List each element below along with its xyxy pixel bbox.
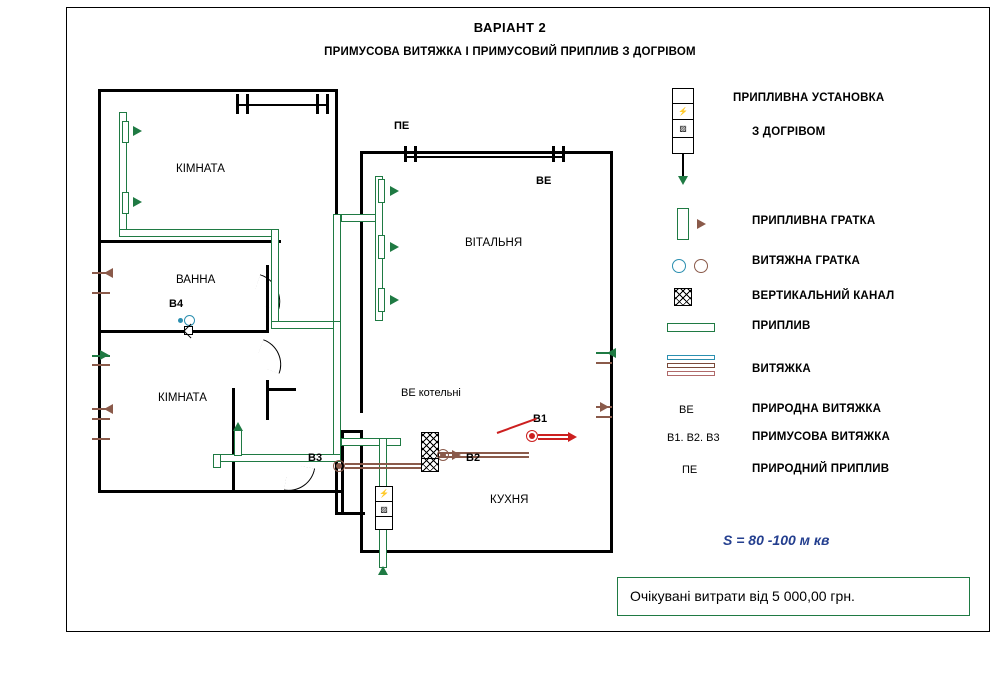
plan-ahu-row3 — [376, 516, 392, 531]
arrow-supply-vitalnya-c — [390, 295, 399, 305]
label-ve-kotelni: ВЕ котельні — [401, 387, 461, 399]
arrow-window-left-2 — [100, 350, 109, 360]
duct-room2-stub — [213, 454, 221, 468]
plan-ahu-row2: ▨ — [376, 501, 392, 516]
legend-code-label-1: ПРИМУСОВА ВИТЯЖКА — [752, 431, 890, 443]
arrow-window-left-1 — [104, 268, 113, 278]
legend-ahu-arrow — [678, 176, 688, 185]
legend-ahu-stem — [682, 154, 684, 176]
supply-grille-vitalnya-b — [378, 235, 385, 259]
wall-kitchen-left-stub — [341, 430, 363, 433]
room-label-kimnata-1: КІМНАТА — [176, 163, 225, 175]
label-b4: В4 — [169, 298, 184, 310]
legend-exhaust-grille-icon-1 — [672, 259, 686, 273]
arrow-b2 — [452, 450, 461, 460]
cost-text: Очікувані витрати від 5 000,00 грн. — [630, 588, 855, 604]
legend-item-label-2: ВЕРТИКАЛЬНИЙ КАНАЛ — [752, 290, 895, 302]
arrow-b1 — [568, 432, 577, 442]
arrow-supply-room2 — [233, 422, 243, 431]
wall-kitchen-left — [360, 430, 363, 553]
ve-mark-3 — [552, 146, 555, 162]
ve-mark-4 — [562, 146, 565, 162]
legend-exhaust-bar-brown — [667, 363, 715, 368]
plan-ahu-row1: ⚡ — [379, 489, 389, 498]
legend-code-1: В1. В2. В3 — [667, 432, 720, 444]
legend-supply-grille-icon — [677, 208, 689, 240]
b1-duct-h — [538, 434, 570, 436]
legend-ahu-row-3: ▨ — [673, 119, 693, 137]
label-b2: В2 — [466, 452, 481, 464]
legend-code-0: ВЕ — [679, 404, 694, 416]
label-pe-plan: ПЕ — [394, 120, 410, 132]
room-label-kuhnya: КУХНЯ — [490, 494, 529, 506]
page-subtitle: ПРИМУСОВА ВИТЯЖКА І ПРИМУСОВИЙ ПРИПЛИВ З ДОГРІВОМ — [324, 46, 696, 58]
b3-channel-box — [421, 458, 439, 472]
supply-grille-room1-b — [122, 192, 129, 214]
ve-mark-2 — [414, 146, 417, 162]
legend-ahu-row-1 — [673, 89, 693, 103]
legend-code-label-0: ПРИРОДНА ВИТЯЖКА — [752, 403, 882, 415]
duct-room2-riser — [234, 430, 242, 456]
duct-kitchen-trunk — [341, 438, 401, 446]
legend-ahu-label-1: ПРИПЛИВНА УСТАНОВКА — [733, 92, 885, 104]
arrow-window-right-2 — [600, 402, 609, 412]
arrow-window-right-1 — [607, 348, 616, 358]
duct-room1-horizontal — [119, 229, 279, 237]
wall-mid-vertical-left — [335, 89, 338, 224]
legend-item-label-3: ПРИПЛИВ — [752, 320, 811, 332]
legend-vertical-channel-icon — [674, 288, 692, 306]
label-b3: В3 — [308, 452, 323, 464]
room-label-kimnata-2: КІМНАТА — [158, 392, 207, 404]
arrow-supply-room1-b — [133, 197, 142, 207]
label-ve-plan: ВЕ — [536, 175, 552, 187]
wall-vitalnya-left — [360, 151, 363, 413]
b3-duct2 — [345, 467, 423, 469]
arrow-supply-intake — [378, 566, 388, 575]
legend-code-2: ПЕ — [682, 464, 698, 476]
wall-corridor-right2 — [266, 388, 296, 391]
window-left-3b — [92, 418, 110, 420]
legend-exhaust-grille-icon-2 — [694, 259, 708, 273]
legend-code-label-2: ПРИРОДНИЙ ПРИПЛИВ — [752, 463, 890, 475]
room-label-vitalnya: ВІТАЛЬНЯ — [465, 237, 523, 249]
b3-dot — [336, 463, 342, 469]
duct-hall-vertical-2 — [333, 321, 341, 461]
legend-supply-bar — [667, 323, 715, 332]
legend-ahu-row-2: ⚡ — [673, 103, 693, 119]
wall-corridor-right — [266, 380, 269, 420]
arrow-window-left-3 — [104, 404, 113, 414]
legend-ahu-label-2: З ДОГРІВОМ — [752, 126, 826, 138]
b3-duct — [345, 463, 423, 465]
arrow-supply-vitalnya-b — [390, 242, 399, 252]
window-right-1b — [596, 362, 612, 364]
b1-dot — [529, 433, 535, 439]
window-left-2b — [92, 364, 110, 366]
b4-duct-dot — [178, 318, 183, 323]
wall-outer-bottom-right — [360, 550, 613, 553]
window-left-4a — [92, 438, 110, 440]
ve-mark-1 — [404, 146, 407, 162]
window-left-1b — [92, 292, 110, 294]
supply-grille-vitalnya-c — [378, 288, 385, 312]
arrow-supply-vitalnya-a — [390, 186, 399, 196]
wall-vitalnya-top — [360, 151, 613, 154]
legend-item-label-0: ПРИПЛИВНА ГРАТКА — [752, 215, 876, 227]
legend-exhaust-bar-cyan — [667, 355, 715, 360]
duct-room1-to-hall — [271, 229, 279, 329]
wall-room1-bottom — [101, 240, 281, 243]
arrow-supply-room1-a — [133, 126, 142, 136]
area-text: S = 80 -100 м кв — [723, 532, 830, 548]
b4-vertical-channel — [184, 326, 193, 335]
supply-grille-room1-a — [122, 121, 129, 143]
window-top-bar — [236, 104, 329, 106]
duct-hall-vertical — [333, 214, 341, 329]
b2-dot — [440, 452, 446, 458]
page-title: ВАРІАНТ 2 — [473, 20, 547, 35]
label-b1: В1 — [533, 413, 548, 425]
wall-outer-bottom-left — [98, 490, 341, 493]
legend-exhaust-bar-pink — [667, 371, 715, 376]
legend-ahu-row-4 — [673, 137, 693, 155]
wall-outer-left — [98, 89, 101, 493]
legend-ahu-symbol — [672, 88, 694, 154]
window-right-2b — [596, 416, 612, 418]
legend-item-label-4: ВИТЯЖКА — [752, 363, 811, 375]
legend-item-label-1: ВИТЯЖНА ГРАТКА — [752, 255, 860, 267]
wall-outer-top-left — [98, 89, 338, 92]
plan-ahu-unit — [375, 486, 393, 530]
supply-grille-vitalnya-a — [378, 179, 385, 203]
duct-hall-horizontal — [271, 321, 341, 329]
legend-supply-grille-arrow — [697, 219, 706, 229]
room-label-vanna: ВАННА — [176, 274, 216, 286]
ve-mark-bar — [404, 156, 565, 158]
b1-duct-h2 — [538, 438, 570, 440]
